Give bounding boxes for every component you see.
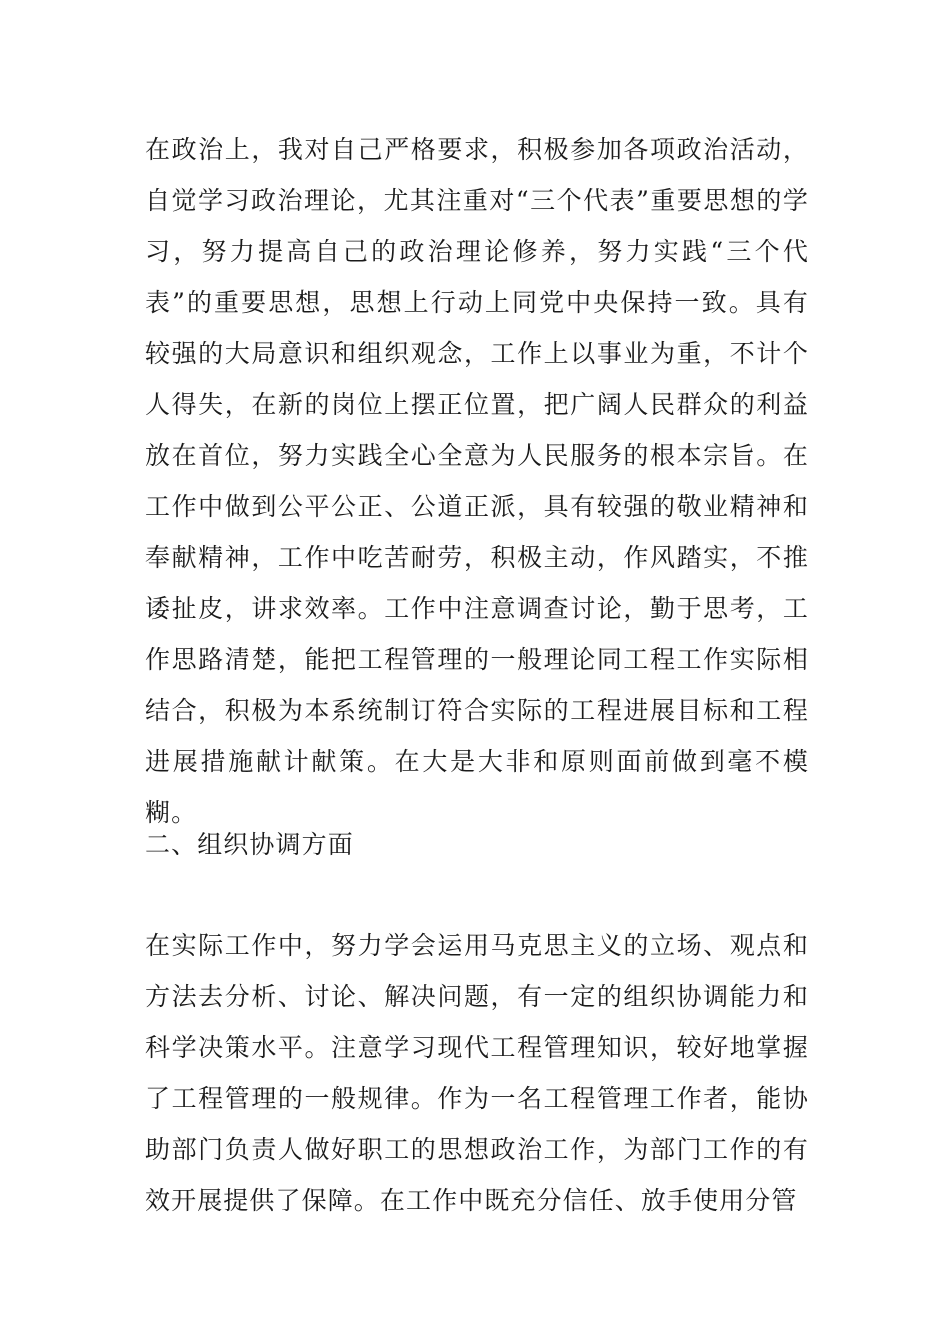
- paragraph-organization: 在实际工作中，努力学会运用马克思主义的立场、观点和方法去分析、讨论、解决问题，有一定的组织协调能力和科学决策水平。注意学习现代工程管理知识，较好地掌握了工程管理的一般规律。作为一名工程管理工作者，能协助部门负责人做好职工的思想政治工作，为部门工作的有效开展提供了保障。在工作中既充分信任、放手使用分管: [145, 931, 809, 1215]
- section-heading-organization: 二、组织协调方面: [145, 830, 354, 859]
- paragraph-political: 在政治上，我对自己严格要求，积极参加各项政治活动，自觉学习政治理论，尤其注重对“三个代表”重要思想的学习，努力提高自己的政治理论修养，努力实践“三个代表”的重要思想，思想上行动上同党中央保持一致。具有较强的大局意识和组织观念，工作上以事业为重，不计个人得失，在新的岗位上摆正位置，把广阔人民群众的利益放在首位，努力实践全心全意为人民服务的根本宗旨。在工作中做到公平公正、公道正派，具有较强的敬业精神和奉献精神，工作中吃苦耐劳，积极主动，作风踏实，不推诿扯皮，讲求效率。工作中注意调查讨论，勤于思考，工作思路清楚，能把工程管理的一般理论同工程工作实际相结合，积极为本系统制订符合实际的工程进展目标和工程进展措施献计献策。在大是大非和原则面前做到毫不模糊。: [145, 135, 809, 827]
